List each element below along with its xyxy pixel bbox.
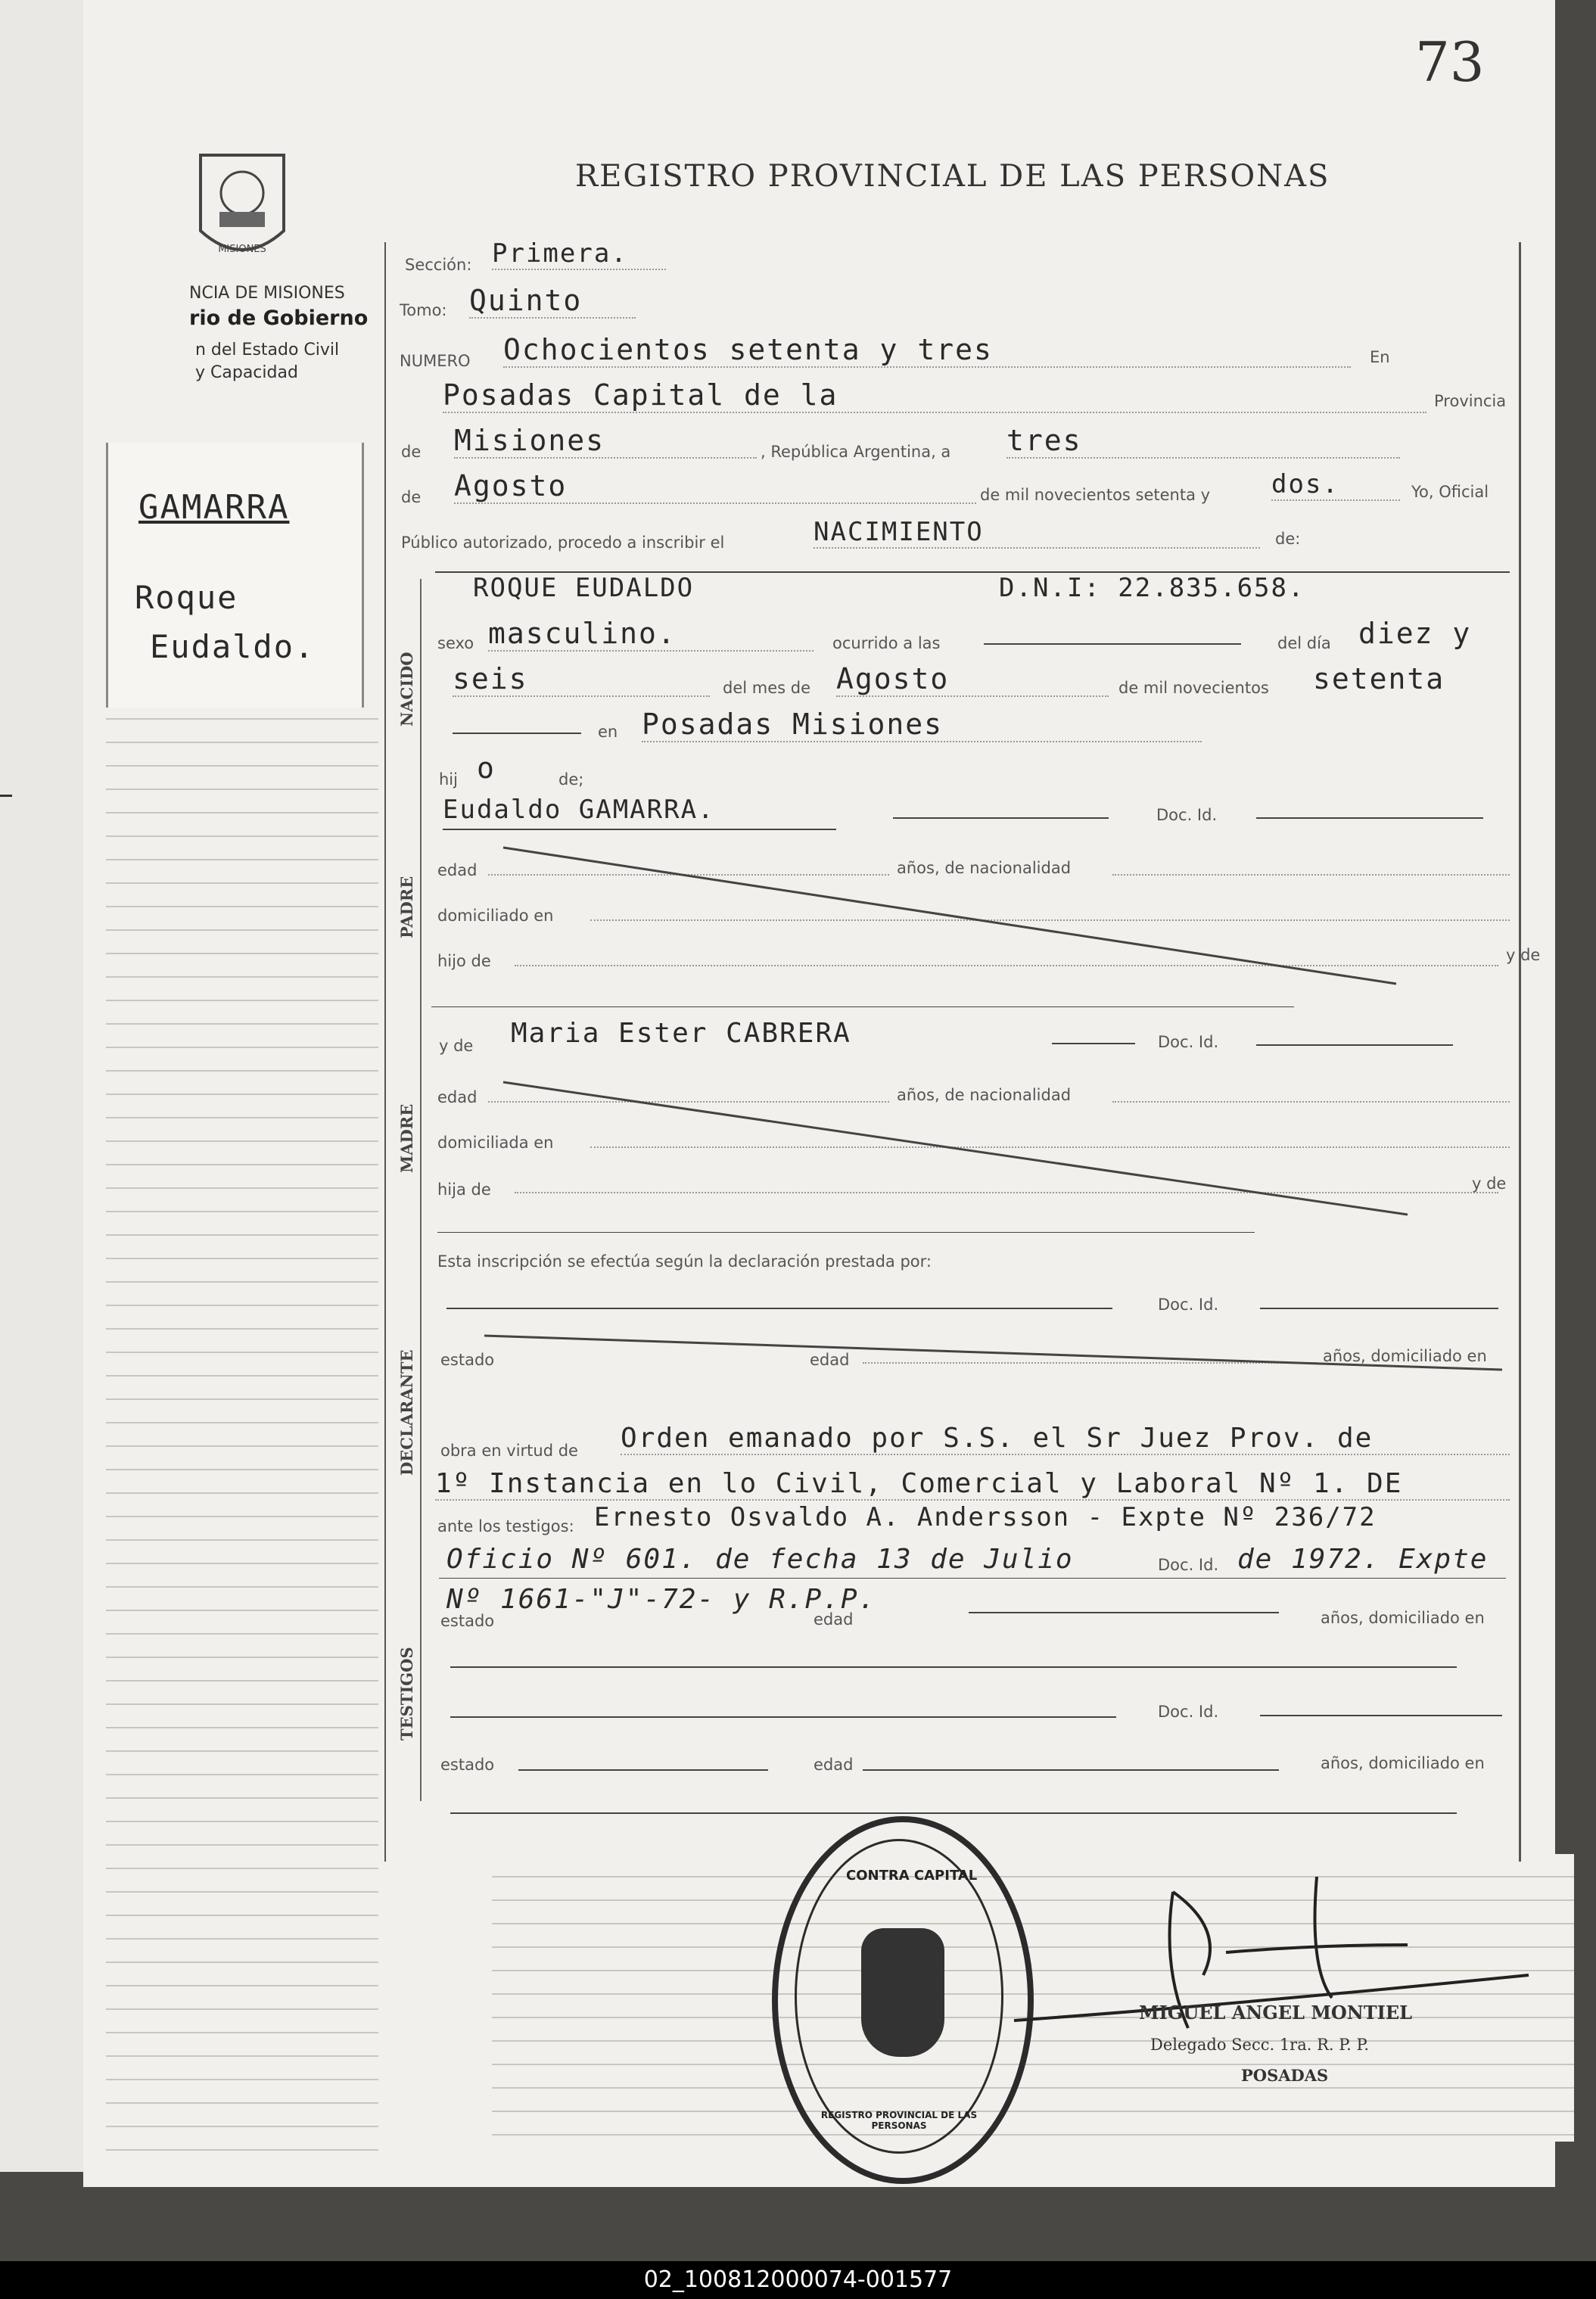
de-semi: de; xyxy=(558,770,584,789)
handwritten-signature xyxy=(999,1862,1544,2058)
mil-label: de mil novecientos xyxy=(1118,679,1269,697)
org-line-3: n del Estado Civil xyxy=(195,341,340,359)
madre-domiciliada-label: domiciliada en xyxy=(437,1134,554,1152)
testigo1-anios-label: años, domiciliado en xyxy=(1321,1609,1485,1627)
padre-value: Eudaldo GAMARRA. xyxy=(443,795,715,825)
declarante-doc-label: Doc. Id. xyxy=(1158,1296,1219,1314)
declarante-edad-label: edad xyxy=(810,1351,850,1369)
padre-doc-label: Doc. Id. xyxy=(1156,806,1218,824)
org-line-2: rio de Gobierno xyxy=(189,306,369,330)
en-small: en xyxy=(598,723,618,741)
year-label: de mil novecientos setenta y xyxy=(980,486,1211,504)
ante-label: ante los testigos: xyxy=(437,1517,574,1535)
declarante-estado-label: estado xyxy=(440,1351,495,1369)
signer-name: MIGUEL ANGEL MONTIEL xyxy=(1139,2002,1412,2024)
place-value: Posadas Capital de la xyxy=(443,378,1426,413)
stamp-outer-text: REGISTRO PROVINCIAL DE LAS PERSONAS xyxy=(820,2110,978,2131)
tomo-label: Tomo: xyxy=(400,301,447,319)
seccion-value: Primera. xyxy=(492,238,666,270)
madre-hija-de-label: hija de xyxy=(437,1181,491,1199)
padre-domiciliado-label: domiciliado en xyxy=(437,907,554,925)
mes-value: Agosto xyxy=(836,662,1109,697)
obra-label: obra en virtud de xyxy=(440,1442,578,1460)
month-value: Agosto xyxy=(454,469,976,504)
signer-city: POSADAS xyxy=(1241,2066,1329,2085)
margin-given-2: Eudaldo. xyxy=(150,628,316,665)
nacido-section: NACIDO xyxy=(397,652,416,726)
anio-value: setenta xyxy=(1313,662,1445,695)
testigo2-doc-label: Doc. Id. xyxy=(1158,1703,1219,1721)
de-label-1: de xyxy=(401,443,422,461)
declarante-anios-label: años, domiciliado en xyxy=(1323,1347,1487,1365)
padre-y-de: y de xyxy=(1506,946,1541,964)
oficio-tail: de 1972. Expte xyxy=(1237,1544,1489,1575)
del-mes-label: del mes de xyxy=(723,679,811,697)
dia-value-1: diez y xyxy=(1358,617,1472,650)
del-dia-label: del día xyxy=(1277,634,1331,652)
expte-line: Nº 1661-"J"-72- y R.P.P. xyxy=(446,1584,877,1615)
madre-nacionalidad-label: años, de nacionalidad xyxy=(897,1086,1072,1104)
act-value: NACIMIENTO xyxy=(814,517,1260,549)
oficial-label: Yo, Oficial xyxy=(1411,483,1489,501)
nacido-dni: D.N.I: 22.835.658. xyxy=(999,573,1305,603)
year-value: dos. xyxy=(1271,469,1400,501)
sexo-value: masculino. xyxy=(488,617,814,652)
madre-doc-label: Doc. Id. xyxy=(1158,1033,1219,1051)
padre-edad-label: edad xyxy=(437,861,478,879)
nacido-name: ROQUE EUDALDO xyxy=(473,573,695,603)
madre-y-de-prefix: y de xyxy=(439,1037,474,1055)
stamp-shield xyxy=(861,1928,944,2057)
madre-y-de: y de xyxy=(1472,1174,1507,1193)
madre-value: Maria Ester CABRERA xyxy=(511,1018,851,1049)
numero-label: NUMERO xyxy=(400,352,471,370)
seccion-label: Sección: xyxy=(405,256,472,274)
obra-line-2: 1º Instancia en lo Civil, Comercial y Laboral Nº 1. DE xyxy=(435,1468,1510,1501)
hij-label: hij xyxy=(439,770,458,789)
padre-hijo-de-label: hijo de xyxy=(437,952,491,970)
en-label: En xyxy=(1370,348,1390,366)
testigo2-edad-label: edad xyxy=(814,1756,854,1774)
de-label-2: de xyxy=(401,488,422,506)
page-number: 73 xyxy=(1415,30,1485,94)
stamp-inner-text: CONTRA CAPITAL xyxy=(846,1868,978,1884)
page-title: REGISTRO PROVINCIAL DE LAS PERSONAS xyxy=(575,159,1330,194)
day-value: tres xyxy=(1006,424,1400,459)
de-colon: de: xyxy=(1275,530,1301,548)
testigos-section: TESTIGOS xyxy=(397,1647,416,1741)
dia-value-2: seis xyxy=(453,662,710,697)
padre-nacionalidad-label: años, de nacionalidad xyxy=(897,859,1072,877)
emblem-text: MISIONES xyxy=(218,244,266,255)
hij-value: o xyxy=(477,751,496,785)
ocurrido-label: ocurrido a las xyxy=(832,634,941,652)
testigo1-estado-label: estado xyxy=(440,1612,495,1630)
oficio-doc-label: Doc. Id. xyxy=(1158,1556,1219,1574)
file-id-bar: 02_100812000074-001577 xyxy=(0,2261,1596,2299)
numero-value: Ochocientos setenta y tres xyxy=(503,333,1351,368)
ante-value: Ernesto Osvaldo A. Andersson - Expte Nº 236/72 xyxy=(594,1502,1377,1532)
lugar-value: Posadas Misiones xyxy=(642,708,1202,742)
republica-label: , República Argentina, a xyxy=(761,443,951,461)
declarante-section: DECLARANTE xyxy=(397,1349,416,1476)
madre-section: MADRE xyxy=(397,1103,416,1173)
obra-line-1: Orden emanado por S.S. el Sr Juez Prov. de xyxy=(621,1423,1510,1455)
madre-edad-label: edad xyxy=(437,1088,478,1106)
testigo2-estado-label: estado xyxy=(440,1756,495,1774)
testigo1-edad-label: edad xyxy=(814,1610,854,1629)
oficio-line: Oficio Nº 601. de fecha 13 de Julio xyxy=(446,1544,1074,1575)
tomo-value: Quinto xyxy=(469,284,636,319)
org-line-1: NCIA DE MISIONES xyxy=(189,284,345,303)
inscripcion-label: Esta inscripción se efectúa según la declaración prestada por: xyxy=(437,1252,932,1271)
org-line-4: y Capacidad xyxy=(195,363,298,382)
testigo2-anios-label: años, domiciliado en xyxy=(1321,1754,1485,1772)
sexo-label: sexo xyxy=(437,634,474,652)
padre-section: PADRE xyxy=(397,876,416,938)
provincia-label: Provincia xyxy=(1434,392,1507,410)
margin-surname: GAMARRA xyxy=(138,488,290,527)
signer-role: Delegado Secc. 1ra. R. P. P. xyxy=(1150,2036,1370,2054)
publico-label: Público autorizado, procedo a inscribir el xyxy=(401,534,725,552)
margin-given-1: Roque xyxy=(135,579,238,616)
official-stamp xyxy=(772,1816,1034,2184)
province-value: Misiones xyxy=(454,424,757,459)
